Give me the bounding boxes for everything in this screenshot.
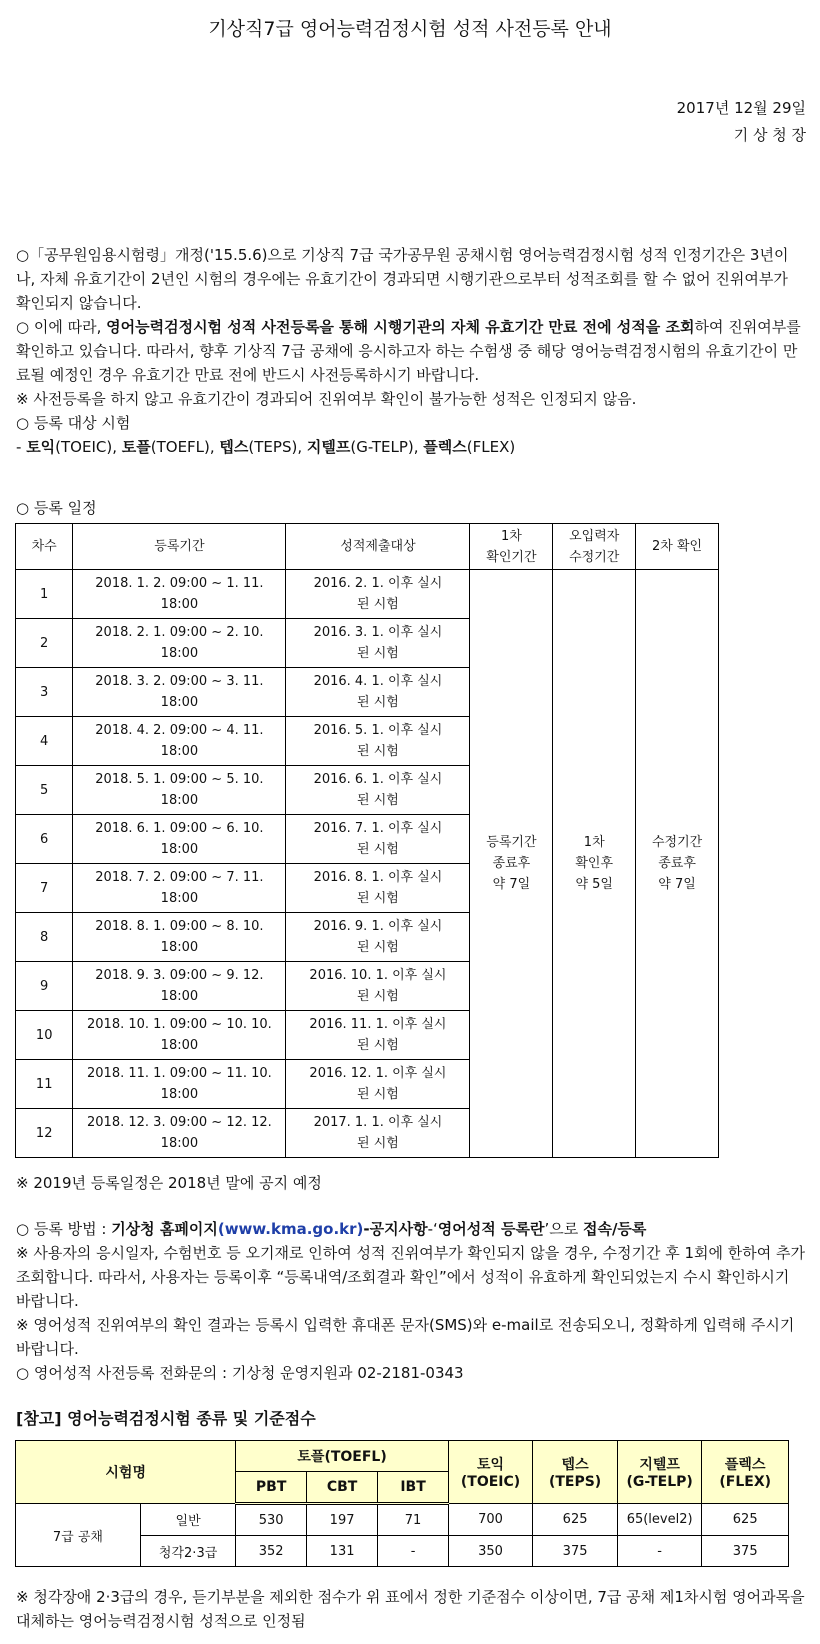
ref-header-cbt: CBT bbox=[306, 1472, 377, 1504]
ref-header-pbt: PBT bbox=[236, 1472, 306, 1504]
method-mid: -‘ bbox=[427, 1220, 438, 1238]
ref-label: 청각2·3급 bbox=[140, 1536, 236, 1567]
target-toefl: 토플 bbox=[121, 438, 151, 456]
method-note-2: ※ 영어성적 진위여부의 확인 결과는 등록시 입력한 휴대폰 문자(SMS)와 e-mail로 전송되오니, 정확하게 입력해 주시기 바랍니다. bbox=[16, 1316, 795, 1358]
schedule-cell-target: 2016. 5. 1. 이후 실시된 시험 bbox=[286, 717, 470, 766]
ref-header-toeic: 토익 (TOEIC) bbox=[448, 1441, 533, 1504]
schedule-note: ※ 2019년 등록일정은 2018년 말에 공지 예정 bbox=[16, 1174, 322, 1192]
method-action: 접속/등록 bbox=[582, 1220, 647, 1238]
schedule-cell-no: 4 bbox=[16, 717, 73, 766]
schedule-header-row bbox=[16, 524, 719, 570]
issue-date: 2017년 12월 29일 bbox=[676, 99, 806, 117]
schedule-cell-target: 2016. 11. 1. 이후 실시된 시험 bbox=[286, 1011, 470, 1060]
schedule-table bbox=[15, 523, 719, 1158]
header-correction: 오입력자 수정기간 bbox=[553, 524, 636, 570]
schedule-cell-target: 2016. 4. 1. 이후 실시된 시험 bbox=[286, 668, 470, 717]
schedule-cell-no: 6 bbox=[16, 815, 73, 864]
header-first-check: 1차 확인기간 bbox=[470, 524, 553, 570]
ref-cell: 625 bbox=[702, 1504, 789, 1536]
ref-cell: - bbox=[617, 1536, 702, 1567]
schedule-cell-period: 2018. 9. 3. 09:00 ~ 9. 12. 18:00 bbox=[73, 962, 286, 1011]
ref-cell: 71 bbox=[378, 1504, 448, 1536]
header-target: 성적제출대상 bbox=[286, 524, 470, 570]
schedule-cell-no: 5 bbox=[16, 766, 73, 815]
schedule-cell-no: 2 bbox=[16, 619, 73, 668]
page-title: 기상직7급 영어능력검정시험 성적 사전등록 안내 bbox=[208, 18, 612, 40]
target-flex-en: (FLEX) bbox=[466, 438, 516, 456]
intro-note: ※ 사전등록을 하지 않고 유효기간이 경과되어 진위여부 확인이 불가능한 성적은 인정되지 않음. bbox=[16, 390, 637, 408]
schedule-cell-target: 2016. 12. 1. 이후 실시된 시험 bbox=[286, 1060, 470, 1109]
target-list bbox=[16, 435, 806, 459]
intro-section bbox=[16, 243, 806, 459]
schedule-cell-target: 2016. 9. 1. 이후 실시된 시험 bbox=[286, 913, 470, 962]
schedule-cell-no: 10 bbox=[16, 1011, 73, 1060]
ref-header-toefl: 토플(TOEFL) bbox=[236, 1441, 448, 1472]
intro-paragraph-1: ○「공무원임용시험령」개정('15.5.6)으로 기상직 7급 국가공무원 공채시험 영어능력검정시험 성적 인정기간은 3년이나, 자체 유효기간이 2년인 시험의 경우에는 유효기간이 경과되면 시행기관으로부터 성적조회를 할 수 없어 진위여부가 확인되지 않습니다. bbox=[16, 246, 789, 312]
intro-paragraph-2 bbox=[16, 315, 806, 387]
target-toeic-en: (TOEIC), bbox=[55, 438, 122, 456]
target-gtelp: 지텔프 bbox=[306, 438, 351, 456]
schedule-merged-first-check: 등록기간 종료후 약 7일 bbox=[470, 570, 553, 1158]
schedule-cell-period: 2018. 5. 1. 09:00 ~ 5. 10. 18:00 bbox=[73, 766, 286, 815]
schedule-cell-period: 2018. 3. 2. 09:00 ~ 3. 11. 18:00 bbox=[73, 668, 286, 717]
ref-header-ibt: IBT bbox=[378, 1472, 448, 1504]
schedule-heading: ○ 등록 일정 bbox=[16, 499, 97, 517]
method-board: 영어성적 등록란 bbox=[437, 1220, 545, 1238]
schedule-cell-period: 2018. 10. 1. 09:00 ~ 10. 10. 18:00 bbox=[73, 1011, 286, 1060]
ref-cell: 700 bbox=[448, 1504, 533, 1536]
schedule-cell-target: 2017. 1. 1. 이후 실시된 시험 bbox=[286, 1109, 470, 1158]
schedule-cell-period: 2018. 7. 2. 09:00 ~ 7. 11. 18:00 bbox=[73, 864, 286, 913]
header-round: 차수 bbox=[16, 524, 73, 570]
ref-header-exam: 시험명 bbox=[16, 1441, 236, 1504]
header-period: 등록기간 bbox=[73, 524, 286, 570]
schedule-cell-period: 2018. 2. 1. 09:00 ~ 2. 10. 18:00 bbox=[73, 619, 286, 668]
schedule-cell-no: 9 bbox=[16, 962, 73, 1011]
target-teps-en: (TEPS), bbox=[248, 438, 307, 456]
schedule-cell-period: 2018. 8. 1. 09:00 ~ 8. 10. 18:00 bbox=[73, 913, 286, 962]
schedule-cell-period: 2018. 11. 1. 09:00 ~ 11. 10. 18:00 bbox=[73, 1060, 286, 1109]
schedule-cell-target: 2016. 3. 1. 이후 실시된 시험 bbox=[286, 619, 470, 668]
schedule-cell-no: 7 bbox=[16, 864, 73, 913]
ref-cell: 350 bbox=[448, 1536, 533, 1567]
schedule-cell-period: 2018. 12. 3. 09:00 ~ 12. 12. 18:00 bbox=[73, 1109, 286, 1158]
intro-p2-pre: ○ 이에 따라, bbox=[16, 318, 107, 336]
ref-row-general bbox=[16, 1504, 789, 1536]
intro-p2-emphasis: 영어능력검정시험 성적 사전등록을 통해 시행기관의 자체 유효기간 만료 전에 성적을 조회 bbox=[106, 318, 695, 336]
schedule-cell-target: 2016. 2. 1. 이후 실시된 시험 bbox=[286, 570, 470, 619]
method-pre: ○ 등록 방법 : bbox=[16, 1220, 112, 1238]
schedule-cell-target: 2016. 7. 1. 이후 실시된 시험 bbox=[286, 815, 470, 864]
contact-info: ○ 영어성적 사전등록 전화문의 : 기상청 운영지원과 02-2181-0343 bbox=[16, 1364, 464, 1382]
schedule-cell-no: 3 bbox=[16, 668, 73, 717]
target-toeic: 토익 bbox=[26, 438, 56, 456]
header-second-check: 2차 확인 bbox=[636, 524, 719, 570]
method-site: 기상청 홈페이지 bbox=[111, 1220, 218, 1238]
intro-p2-post: 하여 진위여부를 확인하고 있습니다. 따라서, 향후 기상직 7급 공채에 응시하고자 하는 수험생 중 해당 영어능력검정시험의 유효기간이 만료될 예정인 경우 유효기간 만료 전에 반드시 사전등록하시기 바랍니다. bbox=[16, 318, 801, 384]
schedule-cell-no: 12 bbox=[16, 1109, 73, 1158]
schedule-row bbox=[16, 570, 719, 619]
ref-cell: 625 bbox=[533, 1504, 618, 1536]
method-section bbox=[16, 1217, 806, 1385]
target-dash: - bbox=[16, 438, 27, 456]
schedule-cell-no: 1 bbox=[16, 570, 73, 619]
schedule-cell-period: 2018. 4. 2. 09:00 ~ 4. 11. 18:00 bbox=[73, 717, 286, 766]
ref-cell: 197 bbox=[306, 1504, 377, 1536]
target-gtelp-en: (G-TELP), bbox=[350, 438, 424, 456]
ref-header-row-1 bbox=[16, 1441, 789, 1472]
ref-cell: 131 bbox=[306, 1536, 377, 1567]
method-note-1: ※ 사용자의 응시일자, 수험번호 등 오기재로 인하여 성적 진위여부가 확인되지 않을 경우, 수정기간 후 1회에 한하여 추가 조회합니다. 따라서, 사용자는 등록이후 “등록내역/조회결과 확인”에서 성적이 유효하게 확인되었는지 수시 확인하시기 바랍니다. bbox=[16, 1244, 805, 1310]
ref-label: 일반 bbox=[140, 1504, 236, 1536]
ref-cell: 352 bbox=[236, 1536, 306, 1567]
target-teps: 텝스 bbox=[219, 438, 249, 456]
target-flex: 플렉스 bbox=[423, 438, 467, 456]
target-toefl-en: (TOEFL), bbox=[150, 438, 220, 456]
target-heading: ○ 등록 대상 시험 bbox=[16, 414, 131, 432]
issue-info bbox=[677, 95, 806, 149]
ref-cell: 375 bbox=[702, 1536, 789, 1567]
ref-header-flex: 플렉스 (FLEX) bbox=[702, 1441, 789, 1504]
method-url: (www.kma.go.kr) bbox=[217, 1220, 364, 1238]
ref-cell: - bbox=[378, 1536, 448, 1567]
schedule-cell-target: 2016. 8. 1. 이후 실시된 시험 bbox=[286, 864, 470, 913]
schedule-merged-correction: 1차 확인후 약 5일 bbox=[553, 570, 636, 1158]
ref-cell: 375 bbox=[533, 1536, 618, 1567]
schedule-cell-period: 2018. 6. 1. 09:00 ~ 6. 10. 18:00 bbox=[73, 815, 286, 864]
schedule-cell-target: 2016. 6. 1. 이후 실시된 시험 bbox=[286, 766, 470, 815]
ref-cell: 530 bbox=[236, 1504, 306, 1536]
schedule-cell-no: 8 bbox=[16, 913, 73, 962]
reference-table bbox=[15, 1440, 789, 1567]
ref-header-teps: 텝스 (TEPS) bbox=[533, 1441, 618, 1504]
method-heading bbox=[16, 1217, 806, 1241]
ref-group: 7급 공채 bbox=[16, 1504, 141, 1567]
ref-cell: 65(level2) bbox=[617, 1504, 702, 1536]
method-post: ’으로 bbox=[544, 1220, 583, 1238]
schedule-merged-second-check: 수정기간 종료후 약 7일 bbox=[636, 570, 719, 1158]
schedule-cell-no: 11 bbox=[16, 1060, 73, 1109]
reference-note: ※ 청각장애 2·3급의 경우, 듣기부분을 제외한 점수가 위 표에서 정한 기준점수 이상이면, 7급 공채 제1차시험 영어과목을 대체하는 영어능력검정시험 성적으로 인정됨 bbox=[16, 1588, 805, 1630]
schedule-cell-target: 2016. 10. 1. 이후 실시된 시험 bbox=[286, 962, 470, 1011]
schedule-cell-period: 2018. 1. 2. 09:00 ~ 1. 11. 18:00 bbox=[73, 570, 286, 619]
method-notice: -공지사항 bbox=[363, 1220, 428, 1238]
issuer: 기 상 청 장 bbox=[733, 126, 806, 144]
ref-header-gtelp: 지텔프 (G-TELP) bbox=[617, 1441, 702, 1504]
reference-heading: [참고] 영어능력검정시험 종류 및 기준점수 bbox=[16, 1409, 316, 1428]
